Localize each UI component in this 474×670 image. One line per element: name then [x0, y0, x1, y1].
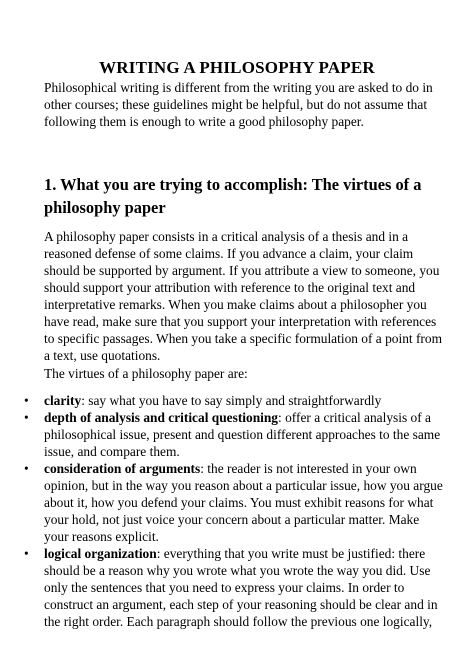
bullet-term: logical organization: [44, 546, 157, 561]
paragraph-line: have read, make sure that you support your interpretation with references: [44, 314, 437, 329]
bullet-marker: •: [24, 410, 29, 425]
paragraph-line: should support your attribution with reference to the original text and: [44, 280, 416, 295]
paragraph-line: interpretative remarks. When you make claims about a philosopher you: [44, 297, 427, 312]
intro-line: Philosophical writing is different from the writing you are asked to do in: [44, 80, 433, 95]
bullet-item-clarity: [44, 393, 381, 409]
bullet-line: construct an argument, each step of your reasoning should be clear and in: [44, 597, 438, 612]
bullet-item-depth: [44, 410, 431, 426]
bullet-term: depth of analysis and critical questioning: [44, 410, 279, 425]
paragraph-line: should be supported by argument. If you attribute a view to someone, you: [44, 263, 440, 278]
bullet-marker: •: [24, 461, 29, 476]
bullet-line: the right order. Each paragraph should follow the previous one logically,: [44, 614, 433, 629]
bullet-line: issue, and compare them.: [44, 444, 180, 459]
bullet-text: : offer a critical analysis of a: [278, 410, 431, 425]
bullet-item-organization: [44, 546, 425, 562]
paragraph-line: A philosophy paper consists in a critical analysis of a thesis and in a: [44, 229, 409, 244]
intro-line: following them is enough to write a good philosophy paper.: [44, 114, 364, 129]
bullet-line: your reasons explicit.: [44, 529, 159, 544]
paragraph-line: a text, use quotations.: [44, 348, 161, 363]
bullet-term: consideration of arguments: [44, 461, 201, 476]
intro-line: other courses; these guidelines might be helpful, but do not assume that: [44, 97, 428, 112]
paragraph-line: reasoned defense of some claims. If you advance a claim, your claim: [44, 246, 414, 261]
bullet-marker: •: [24, 393, 29, 408]
bullet-text: : say what you have to say simply and straightforwardly: [81, 393, 382, 408]
section-heading-line: 1. What you are trying to accomplish: The virtues of a: [44, 175, 422, 194]
bullet-item-arguments: [44, 461, 417, 477]
bullet-term: clarity: [44, 393, 82, 408]
bullet-line: opinion, but in the way you reason about a particular issue, how you argue: [44, 478, 443, 493]
bullet-text: : the reader is not interested in your own: [200, 461, 417, 476]
bullet-line: about it, how you defend your claims. You must exhibit reasons for what: [44, 495, 434, 510]
bullet-line: your hold, not just voice your concern about a particular matter. Make: [44, 512, 420, 527]
bullet-line: should be a reason why you wrote what you wrote the way you did. Use: [44, 563, 431, 578]
document-title: WRITING A PHILOSOPHY PAPER: [99, 58, 375, 77]
bullet-line: only the sentences that you need to express your claims. In order to: [44, 580, 405, 595]
paragraph-line: to specific passages. When you take a specific formulation of a point from: [44, 331, 442, 346]
virtues-intro: The virtues of a philosophy paper are:: [44, 366, 248, 381]
bullet-line: philosophical issue, present and question different approaches to the same: [44, 427, 441, 442]
section-heading-line: philosophy paper: [44, 198, 166, 217]
bullet-text: : everything that you write must be justified: there: [156, 546, 426, 561]
bullet-marker: •: [24, 546, 29, 561]
